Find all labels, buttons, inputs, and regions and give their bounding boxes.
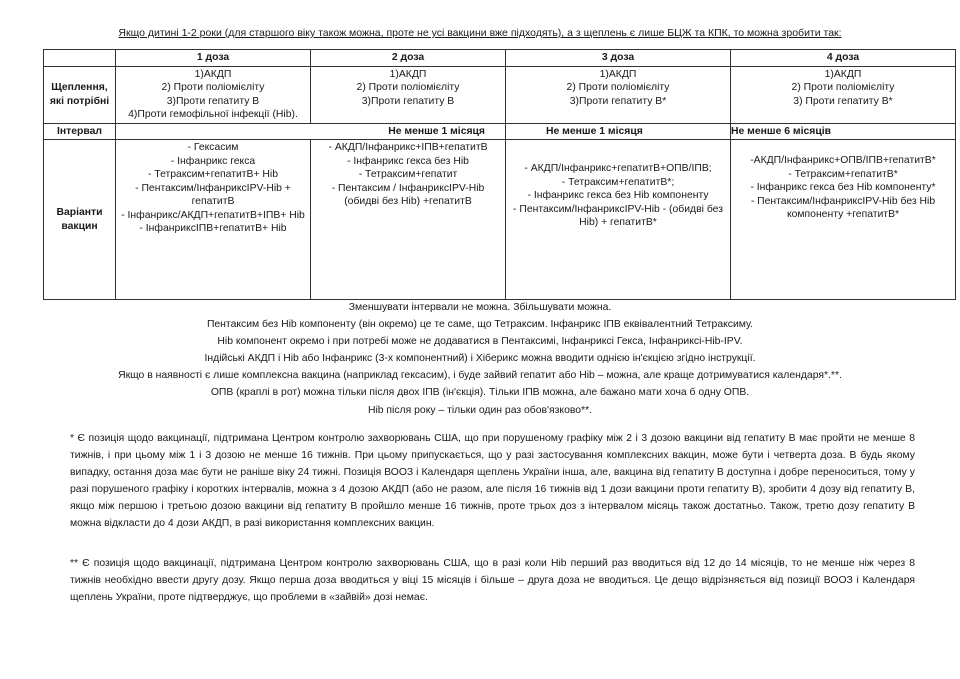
header-dose-2: 2 доза: [311, 50, 506, 67]
footnote-hib: ** Є позиція щодо вакцинації, підтримана Центром контролю захворювань США, що в разі коли Hib перший раз вводиться від 12 до 14 місяців, то не менше ніж через 8 тижнів необхідно ввести другу дозу. Якщо перша доза вводиться у віці 15 місяців і більше – друга доза не вводиться. Це дещо відрізняється від позиції ВООЗ і Календаря щеплень України, проте підтверджує, що проблеми в «зайвій» дозі немає.: [70, 558, 915, 603]
vaccines-dose-1: [116, 66, 311, 123]
variant-item: - Інфанрикс/АКДП+гепатитВ+ІПВ+ Hib: [121, 209, 305, 221]
variant-item: - Інфанрикс гекса: [170, 155, 256, 167]
variant-item: - Інфанрикс гекса без Hib: [347, 155, 469, 167]
vaccine-item: 2) Проти поліомієліту: [791, 82, 895, 93]
variants-row-label: Варіанти вакцин: [44, 140, 116, 300]
header-dose-4: 4 доза: [731, 50, 956, 67]
interval-row: [44, 123, 956, 140]
vaccine-item: 1)АКДП: [389, 68, 427, 80]
variant-item: -АКДП/Інфанрикс+ОПВ/ІПВ+гепатитВ*: [750, 155, 936, 166]
variants-dose-3: [506, 140, 731, 300]
table-header-row: [44, 50, 956, 67]
note-line: Hib компонент окремо і при потребі може не додаватися в Пентаксимі, Інфанриксі Гекса, Інфанриксі-Hib-IPV.: [217, 336, 743, 348]
vaccines-dose-3: [506, 66, 731, 123]
vaccine-item: 1)АКДП: [824, 68, 862, 80]
variant-item: - Тетраксим+гепатит: [358, 169, 458, 180]
vaccination-schedule-table: [43, 49, 956, 300]
variant-item: - Інфанрикс гекса без Hib компоненту: [527, 190, 709, 201]
vaccines-dose-2: [311, 66, 506, 123]
note-line: Індійські АКДП і Hib або Інфанрикс (3-х компонентний) і Хіберикс можна вводити однією ін'єкцією згідно інструкції.: [204, 353, 756, 365]
vaccines-dose-4: [731, 66, 956, 123]
vaccine-item: 4)Проти гемофільної інфекції (Hib).: [128, 109, 298, 120]
vaccines-row-label: Щеплення, які потрібні: [44, 66, 116, 123]
variant-item: - АКДП/Інфанрикс+гепатитВ+ОПВ/ІПВ;: [524, 163, 712, 174]
page-title: Якщо дитині 1-2 роки (для старшого віку також можна, проте не усі вакцини вже підходять), а з щеплень є лише БЦЖ та КПК, то можна зробити так:: [118, 27, 842, 39]
variant-item: - Тетраксим+гепатитВ*;: [561, 176, 675, 188]
variant-item: - Пентаксим/ІнфанриксIPV-Hib - (обидві без Hib) + гепатитВ*: [513, 203, 723, 228]
vaccine-item: 2) Проти поліомієліту: [356, 82, 460, 93]
note-line: Зменшувати інтервали не можна. Збільшувати можна.: [348, 302, 612, 313]
header-dose-1: 1 доза: [116, 50, 311, 67]
variant-item: - АКДП/Інфанрикс+ІПВ+гепатитВ: [328, 142, 488, 153]
variant-item: - Пентаксим/ІнфанриксIPV-Hib без Hib компоненту +гепатитВ*: [750, 195, 936, 220]
footnote-hepatitis-b: * Є позиція щодо вакцинації, підтримана Центром контролю захворювань США, що при порушеному графіку між 2 і 3 дозою вакцини від гепатиту В має пройти не менше 8 тижнів, і при цьому між 1 і 3 дозою не менше 16 тижнів. При цьому припускається, що у разі застосування комплексних вакцин, може бути і четверта доза. В будь якому випадку, остання доза має бути не раніше віку 24 тижні. Позиція ВООЗ і Календаря щеплень України інша, але, вакцина від гепатиту В доступна і добре переноситься, тому у разі порушеного графіку і коротких інтервалів, можна з 4 дозою АКДП (або не разом, але після 16 тижнів від 1 дози вакцини проти гепатиту В), зробити 4 дозу від гепатиту В, якщо між першою і третьою дозою вакцини від гепатиту В пройшло менше 16 тижнів, проте трьох доз з інтервалом місяць також достатньо. Також, третю дозу гепатиту В можна відкласти до 4 дози АКДП, в разі використання комплексних вакцин.: [70, 433, 915, 529]
variants-row: [44, 140, 956, 300]
header-dose-3: 3 доза: [506, 50, 731, 67]
variant-item: - Гексасим: [187, 142, 239, 153]
vaccine-item: 2) Проти поліомієліту: [566, 82, 670, 93]
vaccine-item: 1)АКДП: [194, 68, 232, 80]
variants-dose-2: [311, 140, 506, 300]
note-line: Якщо в наявності є лише комплексна вакцина (наприклад гексасим), і буде зайвий гепатит або Hib – можна, але краще дотримуватися календаря*.**.: [118, 370, 842, 382]
variants-dose-4: [731, 140, 956, 300]
vaccine-item: 3)Проти гепатиту В*: [569, 95, 667, 107]
interval-row-label: Інтервал: [44, 123, 116, 140]
variants-dose-1: [116, 140, 311, 300]
variant-item: - ІнфанриксІПВ+гепатитВ+ Hib: [139, 223, 287, 234]
notes-block: [0, 299, 960, 419]
vaccine-item: 3) Проти гепатиту В*: [793, 95, 893, 107]
vaccine-item: 3)Проти гепатиту В: [166, 95, 260, 107]
interval-2-3: Не менше 1 місяця: [506, 123, 731, 140]
vaccine-item: 2) Проти поліомієліту: [161, 82, 265, 93]
header-empty: [44, 50, 116, 67]
vaccine-item: 1)АКДП: [599, 68, 637, 80]
vaccines-row: [44, 66, 956, 123]
note-line: Hib після року – тільки один раз обов'язково**.: [367, 404, 593, 416]
vaccine-item: 3)Проти гепатиту В: [361, 95, 455, 107]
note-line: ОПВ (краплі в рот) можна тільки після двох ІПВ (ін'єкція). Тільки ІПВ можна, але бажано мати хоча б одну ОПВ.: [210, 387, 750, 399]
variant-item: - Тетраксим+гепатитВ*: [788, 168, 898, 180]
variant-item: - Пентаксим / ІнфанриксIPV-Hib (обидві без Hib) +гепатитВ: [331, 182, 485, 207]
variant-item: - Тетраксим+гепатитВ+ Hib: [147, 169, 279, 180]
variant-item: - Інфанрикс гекса без Hib компоненту*: [750, 182, 936, 193]
interval-3-4: Не менше 6 місяців: [731, 123, 956, 140]
interval-1-2: Не менше 1 місяця: [116, 123, 506, 140]
variant-item: - Пентаксим/ІнфанриксIPV-Hib + гепатитВ: [135, 182, 291, 207]
note-line: Пентаксим без Hib компоненту (він окремо) це те саме, що Тетраксим. Інфанрикс ІПВ еквівалентний Тетраксиму.: [206, 319, 754, 331]
